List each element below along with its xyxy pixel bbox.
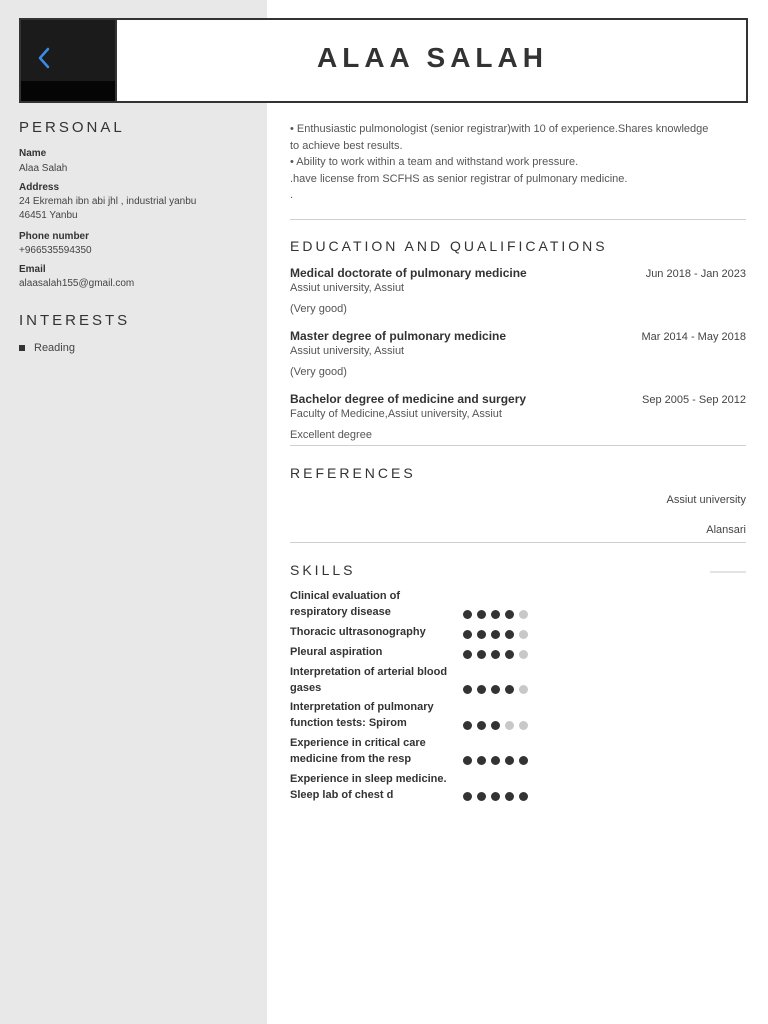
education-institution: Assiut university, Assiut [290,345,405,357]
address-label: Address [19,182,60,193]
skill-rating [463,610,528,619]
rating-dot-empty [519,685,528,694]
skills-heading: SKILLS [290,562,356,578]
interest-item [19,342,75,354]
summary-line: to achieve best results. [290,139,403,152]
summary-line: • Enthusiastic pulmonologist (senior registrar)with 10 of experience.Shares knowledge [290,123,709,135]
rating-dot-filled [491,756,500,765]
education-title: Medical doctorate of pulmonary medicine [290,266,527,280]
rating-dot-filled [477,650,486,659]
rating-dot-filled [491,685,500,694]
phone-label: Phone number [19,231,90,242]
rating-dot-filled [491,610,500,619]
email-value: alaasalah155@gmail.com [19,278,135,289]
rating-dot-empty [519,721,528,730]
back-button-strip [21,81,115,101]
chevron-left-icon [37,46,51,70]
rating-dot-filled [477,756,486,765]
education-institution: Faculty of Medicine,Assiut university, Assiut [290,408,502,420]
reference-overflow [290,540,746,584]
rating-dot-filled [505,650,514,659]
rating-dot-filled [463,756,472,765]
rating-dot-filled [477,630,486,639]
divider [290,542,746,543]
education-grade: (Very good) [290,366,347,378]
rating-dot-empty [505,721,514,730]
rating-dot-filled [519,792,528,801]
rating-dot-empty [519,610,528,619]
personal-heading: PERSONAL [19,119,125,136]
summary-line: • Ability to work within a team and withstand work pressure. [290,156,579,168]
rating-dot-filled [491,721,500,730]
divider [290,219,746,220]
education-dates: Mar 2014 - May 2018 [641,331,746,343]
interest-label: Reading [34,342,75,354]
skill-rating [463,650,528,659]
header-box [19,18,748,103]
education-title: Bachelor degree of medicine and surgery [290,392,527,406]
skill-name: Thoracic ultrasonography [290,626,426,638]
bullet-icon [19,345,25,351]
phone-value: +966535594350 [19,245,92,256]
rating-dot-filled [463,650,472,659]
rating-dot-filled [463,721,472,730]
skill-rating [463,685,528,694]
name-label: Name [19,148,47,159]
reference-item: Assiut university [666,494,746,506]
rating-dot-filled [519,756,528,765]
rating-dot-filled [491,630,500,639]
rating-dot-filled [463,630,472,639]
rating-dot-filled [463,685,472,694]
rating-dot-filled [505,792,514,801]
divider [290,445,746,446]
skill-name: Interpretation of arterial blood gases [290,666,448,694]
skill-name: Interpretation of pulmonary function tests: Spirom [290,701,434,729]
skill-name: Experience in sleep medicine. Sleep lab of chest d [290,773,447,801]
education-dates: Jun 2018 - Jan 2023 [645,268,746,280]
education-grade: (Very good) [290,303,347,315]
rating-dot-filled [477,721,486,730]
rating-dot-filled [477,685,486,694]
rating-dot-filled [477,610,486,619]
email-label: Email [19,264,46,275]
skill-rating [463,792,528,801]
address-line-1: 24 Ekremah ibn abi jhl , industrial yanbu [19,196,197,207]
reference-item: Alansari [706,524,746,536]
rating-dot-filled [463,792,472,801]
rating-dot-empty [519,650,528,659]
skill-rating [463,721,528,730]
skill-name: Pleural aspiration [290,646,383,658]
rating-dot-empty [519,630,528,639]
skill-rating [463,756,528,765]
summary [290,121,748,204]
references-heading: REFERENCES [290,465,416,481]
rating-dot-filled [491,650,500,659]
summary-line: .have license from SCFHS as senior registrar of pulmonary medicine. [290,172,628,185]
rating-dot-filled [505,630,514,639]
summary-line: . [290,189,294,201]
rating-dot-filled [505,685,514,694]
rating-dot-filled [463,610,472,619]
address-line-2: 46451 Yanbu [19,210,78,221]
page-title: ALAA SALAH [317,42,548,73]
name-value: Alaa Salah [19,163,68,174]
education-grade: Excellent degree [290,429,372,441]
skill-rating [463,630,528,639]
rating-dot-filled [477,792,486,801]
rating-dot-filled [491,792,500,801]
back-button[interactable] [21,20,117,101]
education-heading: EDUCATION AND QUALIFICATIONS [290,238,608,254]
rating-dot-filled [505,610,514,619]
reference-clipped-text [710,571,746,578]
skill-name: Experience in critical care medicine from the resp [290,737,426,765]
education-title: Master degree of pulmonary medicine [290,329,507,343]
rating-dot-filled [505,756,514,765]
education-dates: Sep 2005 - Sep 2012 [642,394,746,406]
skill-name: Clinical evaluation of respiratory disease [290,590,401,618]
education-institution: Assiut university, Assiut [290,282,405,294]
interests-heading: INTERESTS [19,312,131,329]
